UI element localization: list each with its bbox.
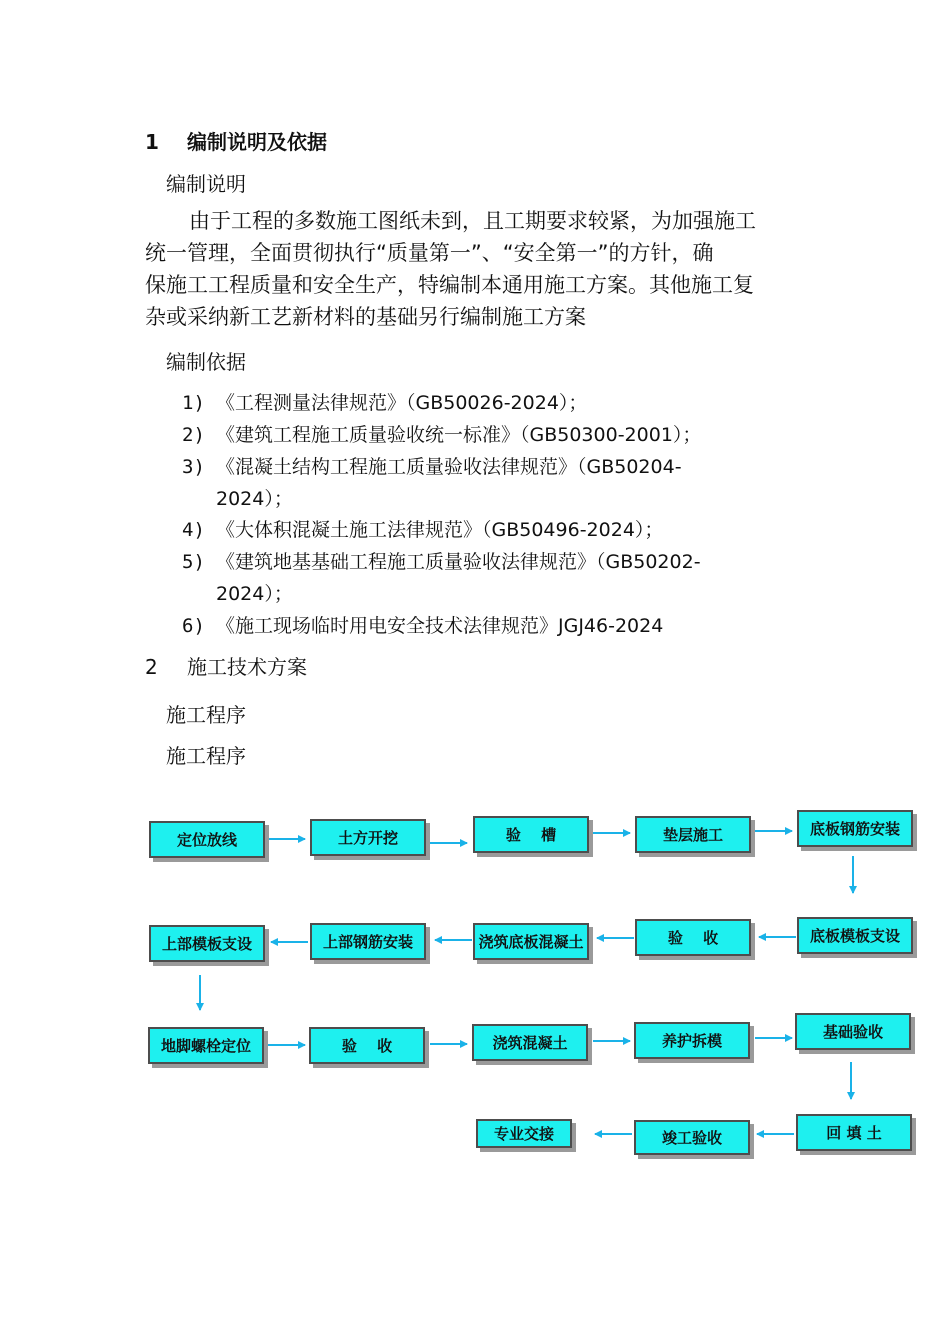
section-2-number: 2 bbox=[145, 655, 158, 679]
paragraph-line: 统一管理，全面贯彻执行“质量第一”、“安全第一”的方针，确 bbox=[145, 241, 714, 265]
reference-text: 《施工现场临时用电安全技术法律规范》JGJ46-2024 bbox=[216, 615, 664, 637]
subheading-procedure: 施工程序 bbox=[166, 703, 246, 727]
reference-text: 《大体积混凝土施工法律规范》（GB50496-2024）； bbox=[216, 519, 664, 541]
flow-step: 竣工验收 bbox=[634, 1120, 750, 1155]
flow-step: 土方开挖 bbox=[310, 819, 426, 856]
flow-step: 底板钢筋安装 bbox=[797, 810, 913, 847]
section-2-title: 施工技术方案 bbox=[187, 655, 307, 679]
section-1-title: 编制说明及依据 bbox=[187, 130, 327, 154]
reference-continuation: 2024）； bbox=[216, 488, 293, 510]
subheading-basis: 编制依据 bbox=[166, 350, 246, 374]
flow-step: 垫层施工 bbox=[635, 816, 751, 853]
paragraph-line: 杂或采纳新工艺新材料的基础另行编制施工方案 bbox=[145, 305, 586, 329]
reference-number: 3) bbox=[182, 456, 205, 478]
reference-continuation: 2024）； bbox=[216, 583, 293, 605]
paragraph-line: 保施工工程质量和安全生产，特编制本通用施工方案。其他施工复 bbox=[145, 273, 754, 297]
reference-number: 5) bbox=[182, 551, 205, 573]
flow-step: 验 收 bbox=[635, 919, 751, 956]
flow-step: 养护拆模 bbox=[634, 1022, 750, 1059]
subheading-procedure: 施工程序 bbox=[166, 744, 246, 768]
flow-step: 底板模板支设 bbox=[797, 917, 913, 954]
flow-step: 地脚螺栓定位 bbox=[148, 1027, 264, 1064]
flow-step: 验 收 bbox=[309, 1027, 425, 1064]
paragraph-line: 由于工程的多数施工图纸未到，且工期要求较紧，为加强施工 bbox=[189, 209, 756, 233]
flow-step: 回 填 土 bbox=[796, 1114, 912, 1151]
subheading-compile-notes: 编制说明 bbox=[166, 172, 246, 196]
reference-number: 6) bbox=[182, 615, 205, 637]
reference-number: 2) bbox=[182, 424, 205, 446]
flow-step: 验 槽 bbox=[473, 816, 589, 853]
reference-text: 《建筑工程施工质量验收统一标准》（GB50300-2001）； bbox=[216, 424, 702, 446]
reference-number: 1) bbox=[182, 392, 205, 414]
reference-text: 《建筑地基基础工程施工质量验收法律规范》（GB50202- bbox=[216, 551, 701, 573]
flow-step: 浇筑底板混凝土 bbox=[473, 923, 589, 960]
reference-text: 《混凝土结构工程施工质量验收法律规范》（GB50204- bbox=[216, 456, 682, 478]
section-1-number: 1 bbox=[145, 130, 159, 154]
flow-step: 浇筑混凝土 bbox=[472, 1024, 588, 1061]
flow-step: 定位放线 bbox=[149, 821, 265, 858]
flow-step: 基础验收 bbox=[795, 1013, 911, 1050]
reference-number: 4) bbox=[182, 519, 205, 541]
flow-step: 上部模板支设 bbox=[149, 925, 265, 962]
flow-step: 上部钢筋安装 bbox=[310, 923, 426, 960]
flow-step: 专业交接 bbox=[476, 1119, 572, 1148]
reference-text: 《工程测量法律规范》（GB50026-2024）； bbox=[216, 392, 588, 414]
